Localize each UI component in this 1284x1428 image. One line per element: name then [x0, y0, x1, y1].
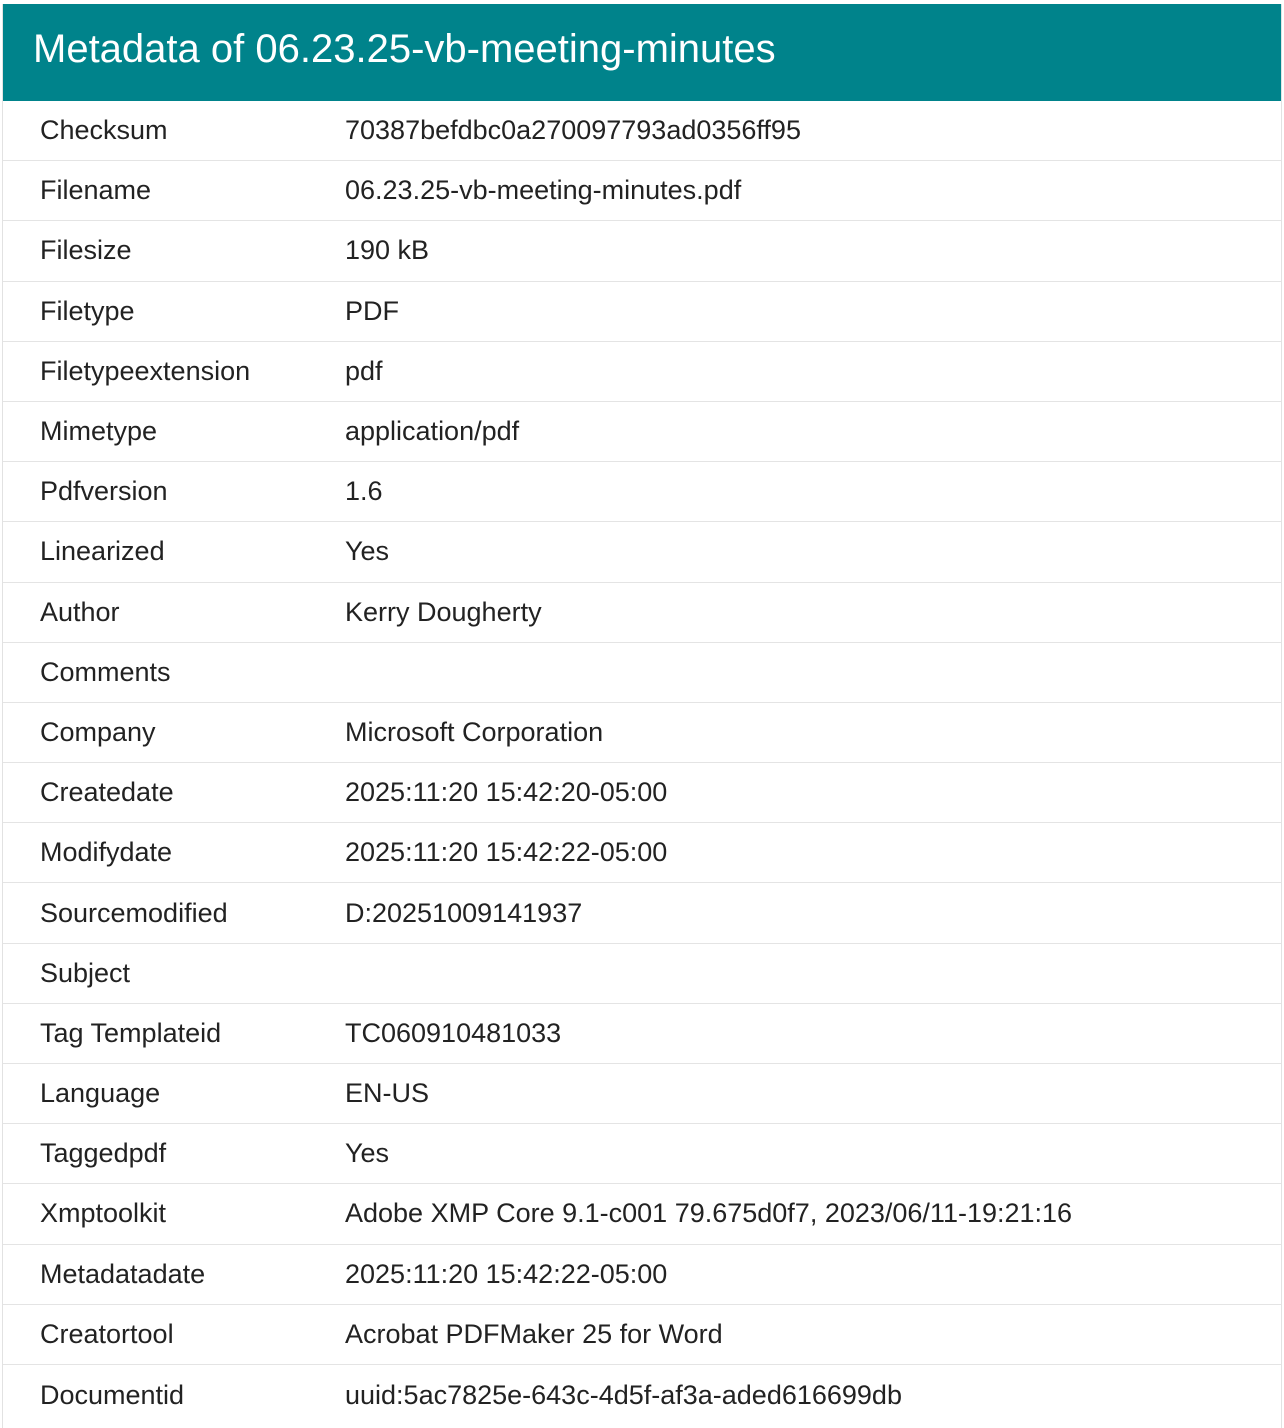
metadata-value: TC060910481033	[345, 1017, 562, 1048]
metadata-row-filesize	[3, 221, 1281, 281]
metadata-key: Comments	[40, 656, 171, 687]
metadata-key: Documentid	[40, 1379, 185, 1410]
metadata-row-xmptoolkit	[3, 1184, 1281, 1244]
metadata-value: EN-US	[345, 1078, 430, 1109]
metadata-key: Tag Templateid	[40, 1017, 222, 1048]
metadata-row-taggedpdf	[3, 1124, 1281, 1184]
metadata-header	[3, 4, 1281, 101]
metadata-row-metadatadate	[3, 1245, 1281, 1305]
metadata-value: 70387befdbc0a270097793ad0356ff95	[345, 115, 801, 146]
metadata-value: Microsoft Corporation	[345, 716, 604, 747]
metadata-key: Mimetype	[40, 416, 158, 447]
metadata-value: uuid:5ac7825e-643c-4d5f-af3a-aded616699db	[345, 1379, 902, 1410]
metadata-row-documentid	[3, 1365, 1281, 1425]
metadata-value: PDF	[345, 295, 399, 326]
metadata-row-pdfversion	[3, 462, 1281, 522]
metadata-key: Subject	[40, 957, 131, 988]
metadata-key: Filename	[40, 175, 152, 206]
metadata-key: Taggedpdf	[40, 1138, 167, 1169]
metadata-row-tag-templateid	[3, 1004, 1281, 1064]
metadata-row-creatortool	[3, 1305, 1281, 1365]
metadata-key: Filetype	[40, 295, 135, 326]
metadata-value: Yes	[345, 1138, 390, 1169]
metadata-panel	[2, 4, 1282, 1428]
metadata-row-filetype	[3, 282, 1281, 342]
metadata-key: Filetypeextension	[40, 355, 251, 386]
metadata-key: Createdate	[40, 777, 174, 808]
metadata-table	[3, 101, 1281, 1425]
metadata-key: Language	[40, 1078, 161, 1109]
metadata-key: Xmptoolkit	[40, 1198, 167, 1229]
metadata-row-subject	[3, 944, 1281, 1004]
metadata-row-sourcemodified	[3, 883, 1281, 943]
metadata-row-linearized	[3, 522, 1281, 582]
metadata-row-filetypeextension	[3, 342, 1281, 402]
metadata-key: Sourcemodified	[40, 897, 228, 928]
metadata-value: Acrobat PDFMaker 25 for Word	[345, 1318, 723, 1349]
metadata-row-createdate	[3, 763, 1281, 823]
metadata-row-language	[3, 1064, 1281, 1124]
metadata-value: D:20251009141937	[345, 897, 583, 928]
metadata-key: Company	[40, 716, 156, 747]
metadata-row-comments	[3, 643, 1281, 703]
metadata-value: 2025:11:20 15:42:20-05:00	[345, 777, 668, 808]
metadata-row-author	[3, 583, 1281, 643]
metadata-row-company	[3, 703, 1281, 763]
metadata-value: Kerry Dougherty	[345, 596, 542, 627]
metadata-value: 1.6	[345, 476, 383, 507]
metadata-key: Checksum	[40, 115, 168, 146]
metadata-value: application/pdf	[345, 416, 520, 447]
metadata-row-mimetype	[3, 402, 1281, 462]
metadata-key: Filesize	[40, 235, 132, 266]
metadata-value: 190 kB	[345, 235, 430, 266]
metadata-value: 06.23.25-vb-meeting-minutes.pdf	[345, 175, 742, 206]
metadata-key: Creatortool	[40, 1318, 174, 1349]
metadata-key: Author	[40, 596, 120, 627]
page-title: Metadata of 06.23.25-vb-meeting-minutes	[33, 27, 776, 71]
metadata-row-filename	[3, 161, 1281, 221]
metadata-value: 2025:11:20 15:42:22-05:00	[345, 837, 668, 868]
metadata-key: Modifydate	[40, 837, 173, 868]
metadata-value: pdf	[345, 355, 383, 386]
metadata-value: 2025:11:20 15:42:22-05:00	[345, 1258, 668, 1289]
metadata-value: Yes	[345, 536, 390, 567]
metadata-key: Metadatadate	[40, 1258, 206, 1289]
metadata-key: Pdfversion	[40, 476, 168, 507]
metadata-value: Adobe XMP Core 9.1-c001 79.675d0f7, 2023/06/11-19:21:16	[345, 1198, 1073, 1229]
metadata-row-modifydate	[3, 823, 1281, 883]
metadata-row-checksum	[3, 101, 1281, 161]
metadata-key: Linearized	[40, 536, 165, 567]
